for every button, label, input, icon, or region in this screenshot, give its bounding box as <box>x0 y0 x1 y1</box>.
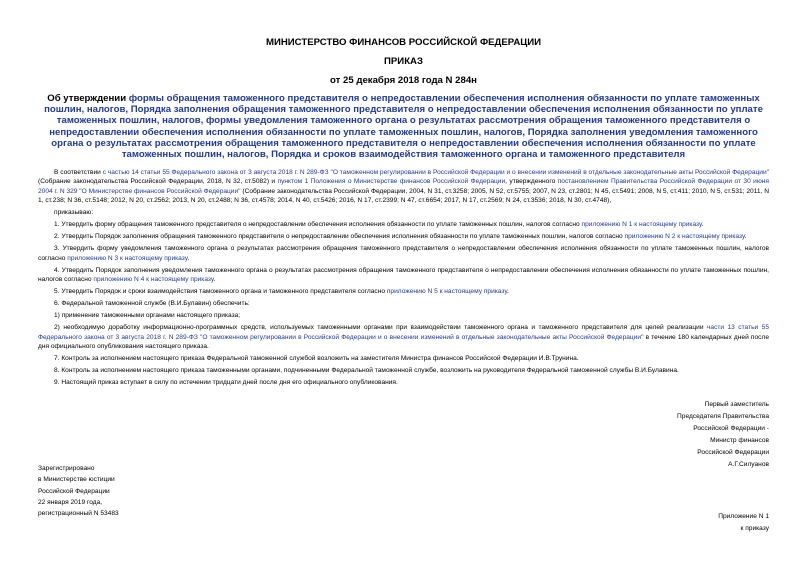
title-link[interactable]: формы обращения таможенного представителя о непредоставлении обеспечения исполнения обязанности по уплате таможенных пошлин, налогов, Порядка заполнения обращения таможенного представителя о непредоставлении обеспечения исполнения обязанности по уплате таможенных пошлин, налогов, формы уведомления таможенного органа о результатах рассмотрения обращения таможенного представителя о непредоставлении обеспечения исполнения обязанности по уплате таможенных пошлин, налогов, Порядка заполнения уведомления таможенного органа о результатах рассмотрения обращения таможенного представителя о непредоставлении обеспечения исполнения обязанности по уплате таможенных пошлин, налогов, Порядка и сроков взаимодействия таможенного органа и таможенного представителя <box>44 93 763 161</box>
item-1 <box>38 220 769 229</box>
text-run: , утвержденного <box>505 178 558 186</box>
text-run: . <box>187 254 190 262</box>
appendix-subtitle: к приказу <box>740 524 769 532</box>
item-2 <box>38 232 769 241</box>
registration-line: Зарегистрировано <box>38 465 95 472</box>
text-run: . <box>744 233 747 241</box>
title-prefix: Об утверждении <box>47 93 129 104</box>
document-title <box>32 93 775 160</box>
text-run: в течение 180 календарных дней после дня официального опубликования настоящего приказа. <box>38 333 769 350</box>
text-run: 5. Утвердить Порядок и сроки взаимодействия таможенного органа и таможенного представителя согласно <box>54 288 387 296</box>
signature-line: Российской Федерации <box>697 449 769 457</box>
text-run: 1. Утвердить форму обращения таможенного представителя о непредоставлении обеспечения исполнения обязанности по уплате таможенных пошлин, налогов согласно <box>54 221 582 229</box>
registration-block <box>38 463 119 519</box>
item-8: 8. Контроль за исполнением настоящего приказа таможенными органами, подчиненными Федеральной таможенной службе, возложить на руководителя Федеральной таможенной службы В.И.Булавина. <box>54 367 679 375</box>
resolution-link[interactable]: постановлением Правительства Российской Федерации от 30 июня 2004 г. N 329 "О Министерстве финансов Российской Федерации" <box>38 178 769 195</box>
signature-block <box>560 399 769 472</box>
law-link[interactable]: с частью 14 статьи 55 Федерального закона от 3 августа 2018 г. N 289-ФЗ "О таможенном регулировании в Российской Федерации и о внесении изменений в отдельные законодательные акты Российской Федерации" <box>102 169 769 176</box>
appendix-header <box>600 511 769 534</box>
item-6-2 <box>38 323 769 351</box>
signature-line: Председателя Правительства <box>677 413 769 421</box>
item-3 <box>38 244 769 263</box>
document-body <box>38 168 769 390</box>
appendix-5-link[interactable]: приложению N 5 к настоящему приказу <box>386 288 507 296</box>
signature-line: Министр финансов <box>710 437 769 445</box>
appendix-3-link[interactable]: приложению N 3 к настоящему приказу <box>67 254 188 262</box>
text-run: 2) необходимую доработку информационно-программных средств, используемых таможенными органами при взаимодействии таможенного органа и таможенного представителя для целей реализации <box>54 324 707 332</box>
signatory-name: А.Г.Силуанов <box>728 461 769 469</box>
text-run: (Собрание законодательства Российской Федерации, 2018, N 32, ст.5082) и <box>38 178 278 186</box>
signature-line: Российской Федерации - <box>693 425 769 433</box>
registration-line: Российской Федерации <box>38 487 110 495</box>
text-run: . <box>213 275 216 283</box>
text-run: (Собрание законодательства Российской Федерации, 2004, N 31, ст.3258; 2005, N 52, ст.5755; 2007, N 23, ст.2801; N 45, ст.5491; 2008, N 5, ст.411; 2010, N 5, ст.531; 2011, N 1, ст.238; N 36, ст.5148; 2012, N 20, ст.2562; 2013, N 20, ст.2488; N 36, ст.4578; 2014, N 40, ст.5426; 2016, N 17, ст.2399; N 47, ст.6654; 2017, N 17, ст.2569; N 24, ст.3536; 2018, N 30, ст.4748), <box>38 187 769 204</box>
appendix-title: Приложение N 1 <box>718 513 769 520</box>
item-4 <box>38 266 769 285</box>
signature-line: Первый заместитель <box>704 401 769 408</box>
appendix-2-link[interactable]: приложению N 2 к настоящему приказу <box>624 233 745 241</box>
item-5 <box>38 287 769 296</box>
order-word: приказываю: <box>54 208 94 216</box>
text-run: 4. Утвердить Порядок заполнения уведомления таможенного органа о результатах рассмотрения обращения таможенного представителя о непредоставлении обеспечения исполнения обязанности по уплате таможенных пошлин, налогов согласно <box>38 266 769 283</box>
text-run: . <box>701 221 704 229</box>
text-run: 2. Утвердить Порядок заполнения обращения таможенного представителя о непредоставлении обеспечения исполнения обязанности по уплате таможенных пошлин, налогов согласно <box>54 233 625 241</box>
appendix-4-link[interactable]: приложению N 4 к настоящему приказу <box>93 275 214 283</box>
preamble-paragraph <box>38 168 769 205</box>
text-run: . <box>506 288 509 296</box>
registration-date: 22 января 2019 года, <box>38 498 103 506</box>
ministry-heading: МИНИСТЕРСТВО ФИНАНСОВ РОССИЙСКОЙ ФЕДЕРАЦИИ <box>265 37 542 48</box>
law-part-13-link[interactable]: части 13 статьи 55 Федерального закона от 3 августа 2018 г. N 289-ФЗ "О таможенном регулировании в Российской Федерации и о внесении изменений в отдельные законодательные акты Российской Федерации" <box>38 324 769 341</box>
document-date-number: от 25 декабря 2018 года N 284н <box>330 75 477 86</box>
regulation-link[interactable]: пунктом 1 Положения о Министерстве финансов Российской Федерации <box>277 178 506 186</box>
appendix-1-link[interactable]: приложению N 1 к настоящему приказу <box>581 221 702 229</box>
item-9: 9. Настоящий приказ вступает в силу по истечении тридцати дней после дня его официального опубликования. <box>54 379 398 387</box>
text-run: В соответствии <box>54 169 103 176</box>
registration-line: в Министерстве юстиции <box>38 476 115 484</box>
registration-number: регистрационный N 53483 <box>38 510 119 518</box>
item-7: 7. Контроль за исполнением настоящего приказа Федеральной таможенной службой возложить на заместителя Министра финансов Российской Федерации И.В.Трунина. <box>54 355 579 363</box>
item-6-1: 1) применение таможенными органами настоящего приказа; <box>54 312 241 320</box>
text-run: 3. Утвердить форму уведомления таможенного органа о результатах рассмотрения обращения таможенного представителя о непредоставлении обеспечения исполнения обязанности по уплате таможенных пошлин, налогов согласно <box>38 245 769 262</box>
item-6: 6. Федеральной таможенной службе (В.И.Булавин) обеспечить: <box>54 300 250 308</box>
document-type: ПРИКАЗ <box>384 56 423 67</box>
